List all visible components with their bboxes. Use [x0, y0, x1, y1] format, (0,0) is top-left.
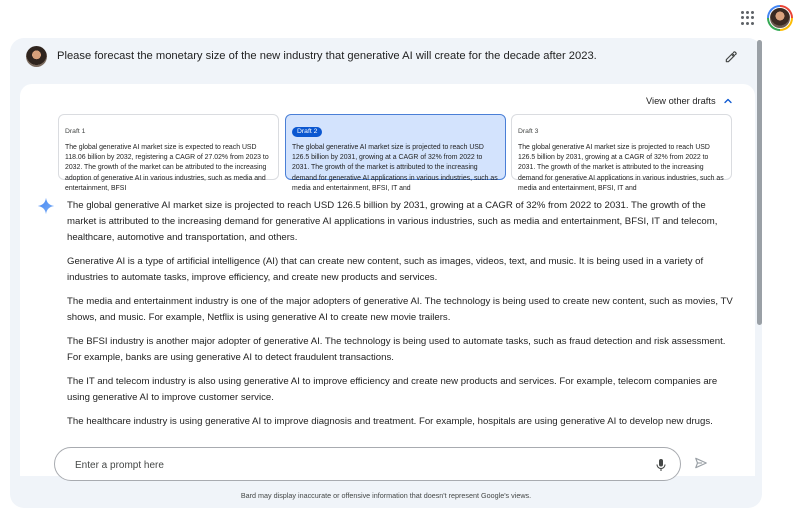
response-paragraph: The IT and telecom industry is also using generative AI to improve efficiency and create new products and services. For example, telecom companies are using generative AI to improve customer service.: [67, 376, 718, 403]
disclaimer-text: Bard may display inaccurate or offensive information that doesn't represent Google's views.: [240, 491, 532, 500]
response-paragraph: The global generative AI market size is projected to reach USD 126.5 billion by 2031, growing at a CAGR of 32% from 2022 to 2031. The growth of the market is attributed to the increasing demand for generative AI applications in various industries, such as media and entertainment, BFSI, IT and telecom, healthcare, automotive and transportation, and others.: [67, 200, 718, 243]
prompt-input[interactable]: [75, 456, 635, 474]
response-paragraph: The BFSI industry is another major adopter of generative AI. The technology is being used to automate tasks, such as fraud detection and risk assessment. For example, banks are using generative AI to detect fraudulent transactions.: [67, 336, 726, 363]
draft-card-1[interactable]: [58, 114, 279, 192]
conversation-panel: [10, 38, 762, 508]
account-avatar[interactable]: [767, 5, 793, 31]
user-message-row: [26, 46, 746, 72]
response-paragraph: The healthcare industry is using generative AI to improve diagnosis and treatment. For example, hospitals are using generative AI to develop new drugs.: [67, 416, 713, 427]
top-bar: [0, 0, 800, 38]
mic-icon[interactable]: [655, 458, 667, 472]
scrollbar-thumb[interactable]: [757, 40, 762, 325]
send-icon[interactable]: [694, 456, 708, 470]
draft-label: Draft 3: [518, 128, 539, 135]
draft-preview-text: The global generative AI market size is expected to reach USD 118.06 billion by 2032, registering a CAGR of 27.02% from 2023 to 2032. The growth of the market can be attributed to the increasing adoption of generative AI in various industries, such as media and entertainment, BFSI: [65, 144, 269, 192]
response-card: [20, 84, 755, 476]
google-apps-icon[interactable]: [741, 11, 755, 25]
draft-card-2[interactable]: [285, 114, 506, 192]
prompt-input-bar: [54, 447, 681, 481]
response-paragraph: The media and entertainment industry is one of the major adopters of generative AI. The technology is being used to create new content, such as movies, TV shows, and music. For example, Netflix is using generative AI to create new movie trailers.: [67, 296, 733, 323]
draft-label: Draft 1: [65, 128, 86, 135]
user-prompt-text: Please forecast the monetary size of the new industry that generative AI will create for the decade after 2023.: [57, 50, 597, 62]
draft-preview-text: The global generative AI market size is projected to reach USD 126.5 billion by 2031, growing at a CAGR of 32% from 2022 to 2031. The growth of the market is attributed to the increasing demand for generative AI applications in various industries, such as media and entertainment, BFSI, IT and: [292, 144, 498, 192]
response-text: [67, 198, 737, 438]
response-paragraph: Generative AI is a type of artificial intelligence (AI) that can create new content, such as images, videos, text, and music. It is being used in a variety of industries to automate tasks, improve efficiency, and create new products and services.: [67, 256, 704, 283]
sparkle-icon: [37, 197, 55, 215]
draft-card-3[interactable]: [511, 114, 732, 192]
chevron-up-icon: [722, 95, 734, 107]
draft-label: Draft 2: [292, 127, 322, 137]
user-avatar: [26, 46, 47, 67]
edit-icon[interactable]: [724, 50, 738, 64]
draft-preview-text: The global generative AI market size is projected to reach USD 126.5 billion by 2031, growing at a CAGR of 32% from 2022 to 2031. The growth of the market is attributed to the increasing demand for generative AI applications in various industries, such as media and entertainment, BFSI, IT and: [518, 144, 724, 192]
drafts-toggle-label: View other drafts: [646, 96, 716, 106]
view-other-drafts-toggle[interactable]: [646, 94, 734, 108]
